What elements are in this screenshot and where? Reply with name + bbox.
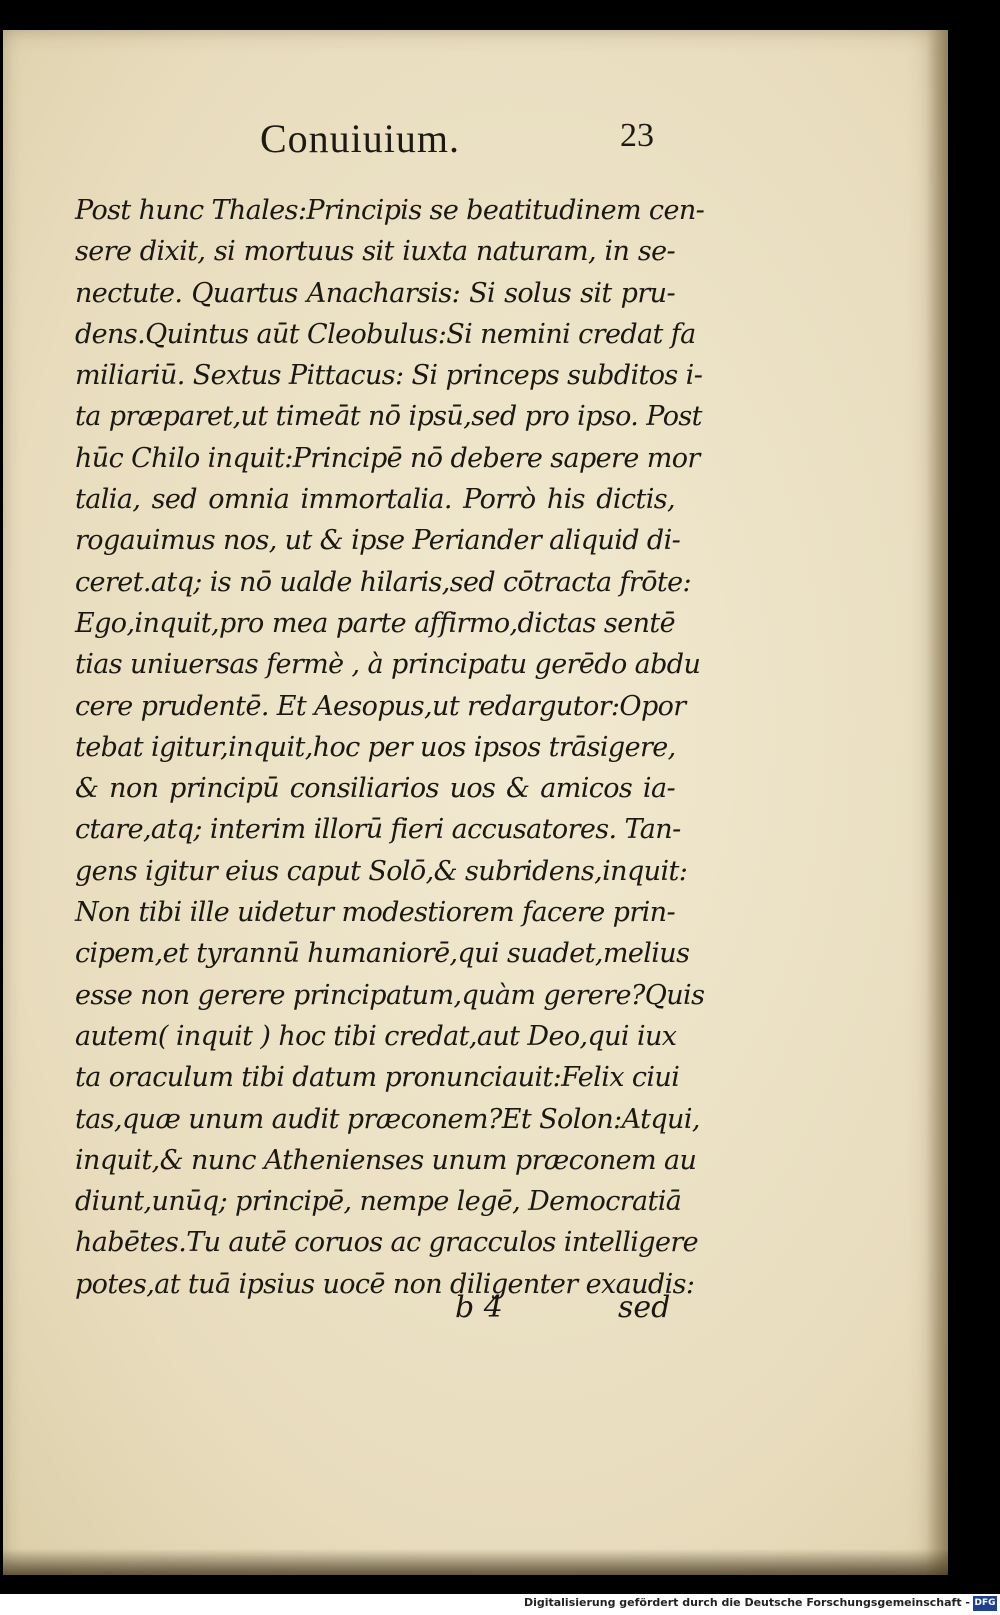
book-page — [3, 30, 948, 1575]
text-line: tias uniuersas fermè , à principatu gerēdo abdu — [75, 649, 701, 681]
text-line: hūc Chilo inquit:Principē nō debere sapere mor — [75, 442, 700, 474]
text-line: autem( inquit ) hoc tibi credat,aut Deo,qui iux — [75, 1020, 677, 1052]
text-line: tas,quæ unum audit præconem?Et Solon:Atqui, — [75, 1103, 700, 1135]
text-line: Non tibi ille uidetur modestiorem facere prin- — [75, 897, 675, 929]
digitization-footer — [0, 1594, 1000, 1615]
text-line: diunt,unūq; principē, nempe legē, Democratiā — [75, 1186, 682, 1218]
funding-credit: Digitalisierung gefördert durch die Deutsche Forschungsgemeinschaft - — [523, 1596, 970, 1609]
text-block — [75, 190, 705, 1305]
text-line: ta præparet,ut timeāt nō ipsū,sed pro ipso. Post — [75, 401, 702, 433]
dfg-logo: DFG — [973, 1596, 997, 1611]
text-line: gens igitur eius caput Solō,& subridens,inquit: — [75, 855, 688, 887]
text-line: habētes.Tu autē coruos ac gracculos intelligere — [75, 1227, 699, 1259]
page-edge-shadow — [926, 30, 948, 1575]
text-line: nectute. Quartus Anacharsis: Si solus sit pru- — [75, 277, 675, 309]
direction-line — [3, 1290, 948, 1336]
text-line: Ego,inquit,pro mea parte affirmo,dictas sentē — [75, 607, 675, 639]
text-line: rogauimus nos, ut & ipse Periander aliquid di- — [75, 525, 681, 557]
text-line: talia, sed omnia immortalia. Porrò his dictis, — [75, 484, 675, 516]
running-title: Conuiuium. — [260, 116, 461, 161]
running-head — [3, 115, 948, 175]
text-line: cere prudentē. Et Aesopus,ut redargutor:Opor — [75, 690, 686, 722]
catchword: sed — [618, 1290, 671, 1325]
text-line: & non principū consiliarios uos & amicos ia- — [75, 773, 675, 805]
text-line: cipem,et tyrannū humaniorē,qui suadet,melius — [75, 938, 690, 970]
text-line: ceret.atq; is nō ualde hilaris,sed cōtracta frōte: — [75, 566, 691, 598]
page-number: 23 — [620, 117, 654, 154]
signature-mark: b 4 — [455, 1290, 503, 1325]
text-line: ta oraculum tibi datum pronunciauit:Felix ciui — [75, 1062, 680, 1094]
text-line: Post hunc Thales:Principis se beatitudinem cen- — [75, 195, 705, 226]
text-line: potes,at tuā ipsius uocē non diligenter exaudis: — [75, 1268, 695, 1300]
text-line: esse non gerere principatum,quàm gerere?Quis — [75, 979, 705, 1011]
text-line: dens.Quintus aūt Cleobulus:Si nemini credat fa — [75, 318, 696, 350]
text-line: sere dixit, si mortuus sit iuxta naturam, in se- — [75, 236, 675, 268]
text-line: miliariū. Sextus Pittacus: Si princeps subditos i- — [75, 360, 703, 392]
page-bottom-shadow — [3, 1549, 948, 1575]
text-line: tebat igitur,inquit,hoc per uos ipsos trāsigere, — [75, 731, 676, 763]
text-line: ctare,atq; interim illorū fieri accusatores. Tan- — [75, 814, 681, 846]
text-line: inquit,& nunc Athenienses unum præconem au — [75, 1144, 697, 1176]
